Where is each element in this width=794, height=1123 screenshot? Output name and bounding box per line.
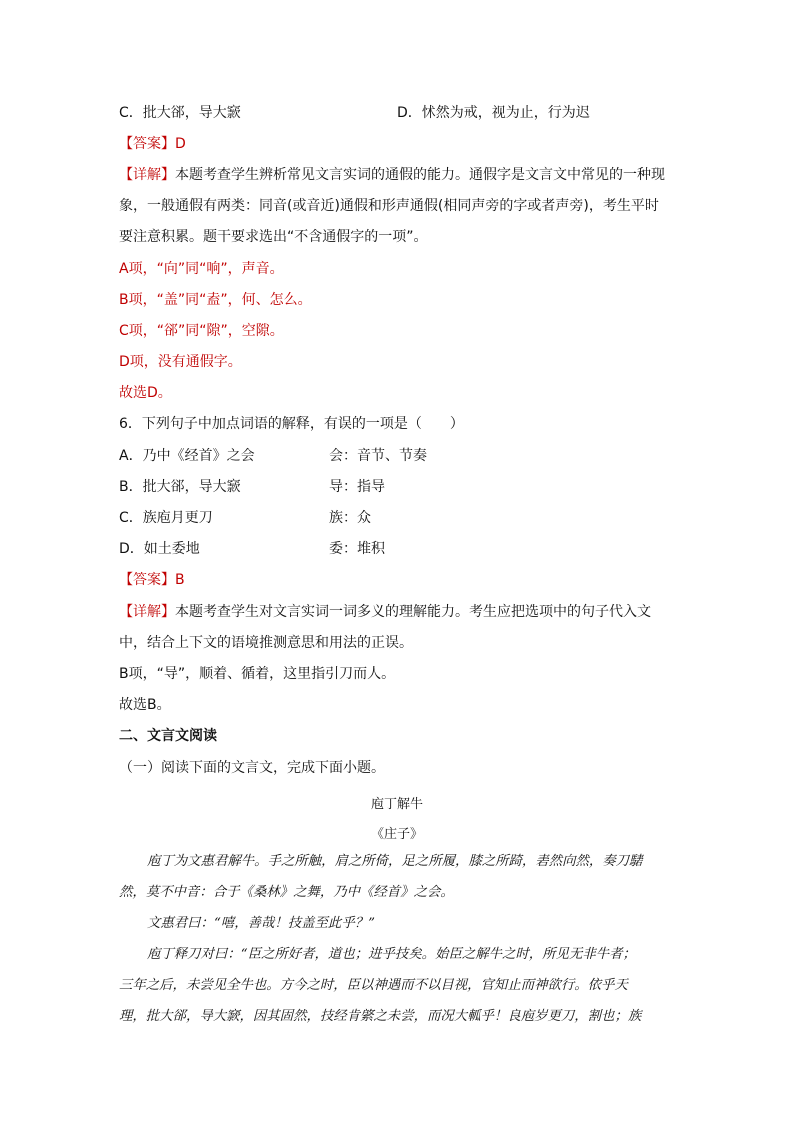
passage-paragraph-2: 文惠君曰：“嘻，善哉！技盖至此乎？” xyxy=(147,916,375,931)
detail-tag: 【详解】 xyxy=(119,167,175,183)
passage-title: 庖丁解牛 xyxy=(370,797,423,812)
q6-gloss-c: 族：众 xyxy=(329,510,371,526)
option-d: D．怵然为戒，视为止，行为迟 xyxy=(397,105,590,121)
passage-paragraph-3-line-3: 理，批大郤，导大窾，因其固然，技经肯綮之未尝，而况大軱乎！良庖岁更刀，割也；族 xyxy=(119,1009,642,1024)
q6-option-a: A．乃中《经首》之会 xyxy=(119,448,255,464)
answer-value: D xyxy=(175,136,186,152)
passage-paragraph-3-line-2: 三年之后，未尝见全牛也。方今之时，臣以神遇而不以目视，官知止而神欲行。依乎天 xyxy=(119,978,628,993)
detail-item-a: A项，“向”同“响”，声音。 xyxy=(119,261,284,277)
detail-item-c: C项，“郤”同“隙”，空隙。 xyxy=(119,323,284,339)
q6-detail-text-2: 中，结合上下文的语境推测意思和用法的正误。 xyxy=(119,635,413,651)
q6-gloss-b: 导：指导 xyxy=(329,479,385,495)
section-heading: 二、文言文阅读 xyxy=(119,728,217,744)
question-6-stem: 6．下列句子中加点词语的解释，有误的一项是（ ） xyxy=(119,416,464,432)
q6-detail-tag: 【详解】 xyxy=(119,604,175,620)
detail-item-b: B项，“盖”同“盍”，何、怎么。 xyxy=(119,292,312,308)
q6-option-d: D．如土委地 xyxy=(119,541,200,557)
passage-paragraph-3-line-1: 庖丁释刀对曰：“臣之所好者，道也；进乎技矣。始臣之解牛之时，所见无非牛者； xyxy=(147,947,636,962)
q6-detail-text: 本题考查学生对文言实词一词多义的理解能力。考生应把选项中的句子代入文 xyxy=(175,604,651,620)
detail-item-d: D项，没有通假字。 xyxy=(119,354,242,370)
q6-answer-value: B xyxy=(175,572,185,588)
detail-conclusion: 故选D。 xyxy=(119,385,172,401)
answer-tag: 【答案】 xyxy=(119,136,175,152)
detail-line xyxy=(119,166,665,184)
q6-gloss-a: 会：音节、节奏 xyxy=(329,448,427,464)
q6-answer-tag: 【答案】 xyxy=(119,572,175,588)
q6-answer-line xyxy=(119,571,185,589)
q6-detail-b: B项，“导”，顺着、循着，这里指引刀而人。 xyxy=(119,666,396,682)
q6-gloss-d: 委：堆积 xyxy=(329,541,385,557)
detail-text-2: 象，一般通假有两类：同音(或音近)通假和形声通假(相同声旁的字或者声旁)，考生平时 xyxy=(119,198,659,214)
q6-option-c: C．族庖月更刀 xyxy=(119,510,213,526)
answer-line xyxy=(119,135,186,153)
section-instruction: （一）阅读下面的文言文，完成下面小题。 xyxy=(119,760,385,776)
option-c: C．批大郤，导大窾 xyxy=(119,105,241,121)
q6-option-b: B．批大郤，导大窾 xyxy=(119,479,241,495)
detail-text-3: 要注意积累。题干要求选出“不含通假字的一项”。 xyxy=(119,229,428,245)
detail-text: 本题考查学生辨析常见文言实词的通假的能力。通假字是文言文中常见的一种现 xyxy=(175,167,665,183)
passage-author: 《庄子》 xyxy=(370,827,423,842)
passage-paragraph-1-line-2: 然，莫不中音：合于《桑林》之舞，乃中《经首》之会。 xyxy=(119,885,454,900)
q6-detail-line xyxy=(119,603,651,621)
passage-paragraph-1-line-1: 庖丁为文惠君解牛。手之所触，肩之所倚，足之所履，膝之所踦，砉然向然，奏刀騞 xyxy=(147,854,643,869)
q6-conclusion: 故选B。 xyxy=(119,697,171,713)
